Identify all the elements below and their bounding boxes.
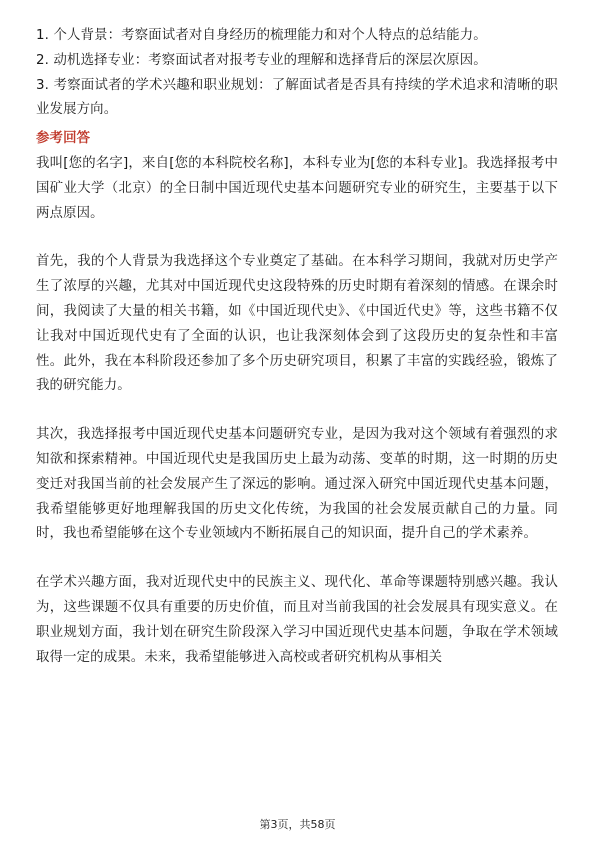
evaluation-points [36,24,558,123]
answer-paragraph: 首先，我的个人背景为我选择这个专业奠定了基础。在本科学习期间，我就对历史学产生了浓厚的兴趣，尤其对中国近现代史这段特殊的历史时期有着深刻的情感。在课余时间，我阅读了大量的相关书籍，如《中国近现代史》、《中国近代史》等，这些书籍不仅让我对中国近现代史有了全面的认识，也让我深刻体会到了这段历史的复杂性和丰富性。此外，我在本科阶段还参加了多个历史研究项目，积累了丰富的实践经验，锻炼了我的研究能力。 [36,254,558,394]
answer-heading: 参考回答 [36,131,91,147]
page-number: 第3页，共58页 [259,818,336,831]
evaluation-point: 3. 考察面试者的学术兴趣和职业规划：了解面试者是否具有持续的学术追求和清晰的职业发展方向。 [36,77,558,118]
document-body [36,24,558,670]
evaluation-point: 1. 个人背景：考察面试者对自身经历的梳理能力和对个人特点的总结能力。 [36,28,487,43]
answer-paragraph: 我叫[您的名字]，来自[您的本科院校名称]，本科专业为[您的本科专业]。我选择报考中国矿业大学（北京）的全日制中国近现代史基本问题研究专业的研究生，主要基于以下两点原因。 [36,155,558,221]
answer-paragraph: 其次，我选择报考中国近现代史基本问题研究专业，是因为我对这个领域有着强烈的求知欲和探索精神。中国近现代史是我国历史上最为动荡、变革的时期，这一时期的历史变迁对我国当前的社会发展产生了深远的影响。通过深入研究中国近现代史基本问题，我希望能够更好地理解我国的历史文化传统，为我国的社会发展贡献自己的力量。同时，我也希望能够在这个专业领域内不断拓展自己的知识面，提升自己的学术素养。 [36,427,558,542]
evaluation-point: 2. 动机选择专业：考察面试者对报考专业的理解和选择背后的深层次原因。 [36,52,487,68]
answer-paragraph: 在学术兴趣方面，我对近现代史中的民族主义、现代化、革命等课题特别感兴趣。我认为，这些课题不仅具有重要的历史价值，而且对当前我国的社会发展具有现实意义。在职业规划方面，我计划在研究生阶段深入学习中国近现代史基本问题，争取在学术领域取得一定的成果。未来，我希望能够进入高校或者研究机构从事相关 [36,575,558,665]
